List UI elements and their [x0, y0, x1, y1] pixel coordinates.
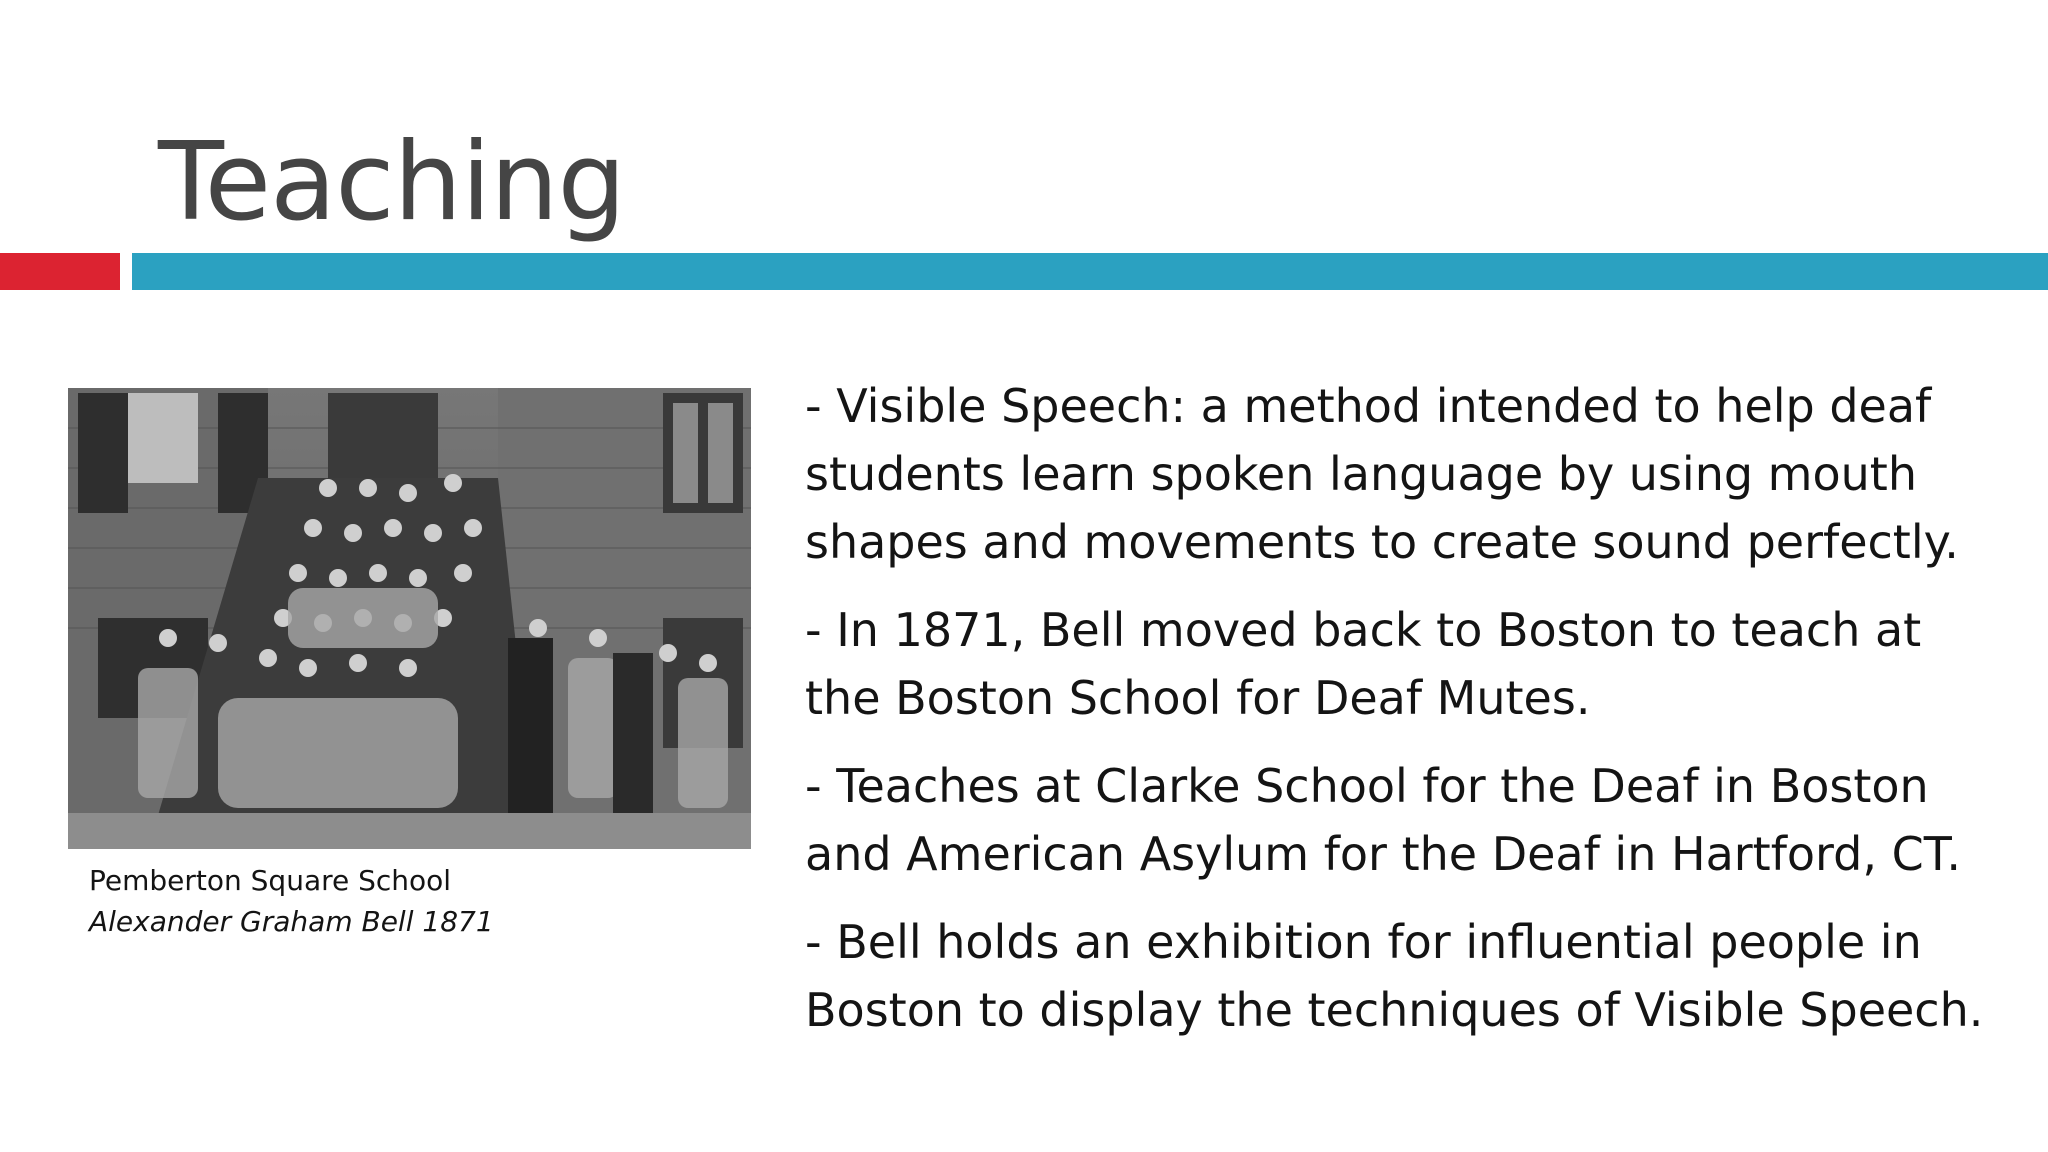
bullet-boston-1871: - In 1871, Bell moved back to Boston to teach at the Boston School for Deaf Mutes. — [805, 603, 1922, 725]
bullet-clarke-school: - Teaches at Clarke School for the Deaf in Boston and American Asylum for the Deaf in Hartford, CT. — [805, 759, 1961, 881]
school-photo — [68, 388, 751, 849]
accent-bar-blue — [132, 253, 2048, 290]
bullet-exhibition: - Bell holds an exhibition for influential people in Boston to display the techniques of Visible Speech. — [805, 915, 1984, 1037]
slide-title: Teaching — [158, 120, 626, 245]
photo-caption — [89, 860, 494, 942]
bullet-list — [805, 372, 2015, 1064]
caption-line-1: Pemberton Square School — [89, 864, 452, 897]
bullet-visible-speech: - Visible Speech: a method intended to help deaf students learn spoken language by using mouth shapes and movements to create sound perfectly. — [805, 379, 1959, 569]
caption-line-2: Alexander Graham Bell 1871 — [89, 905, 494, 938]
accent-bar-red — [0, 253, 120, 290]
